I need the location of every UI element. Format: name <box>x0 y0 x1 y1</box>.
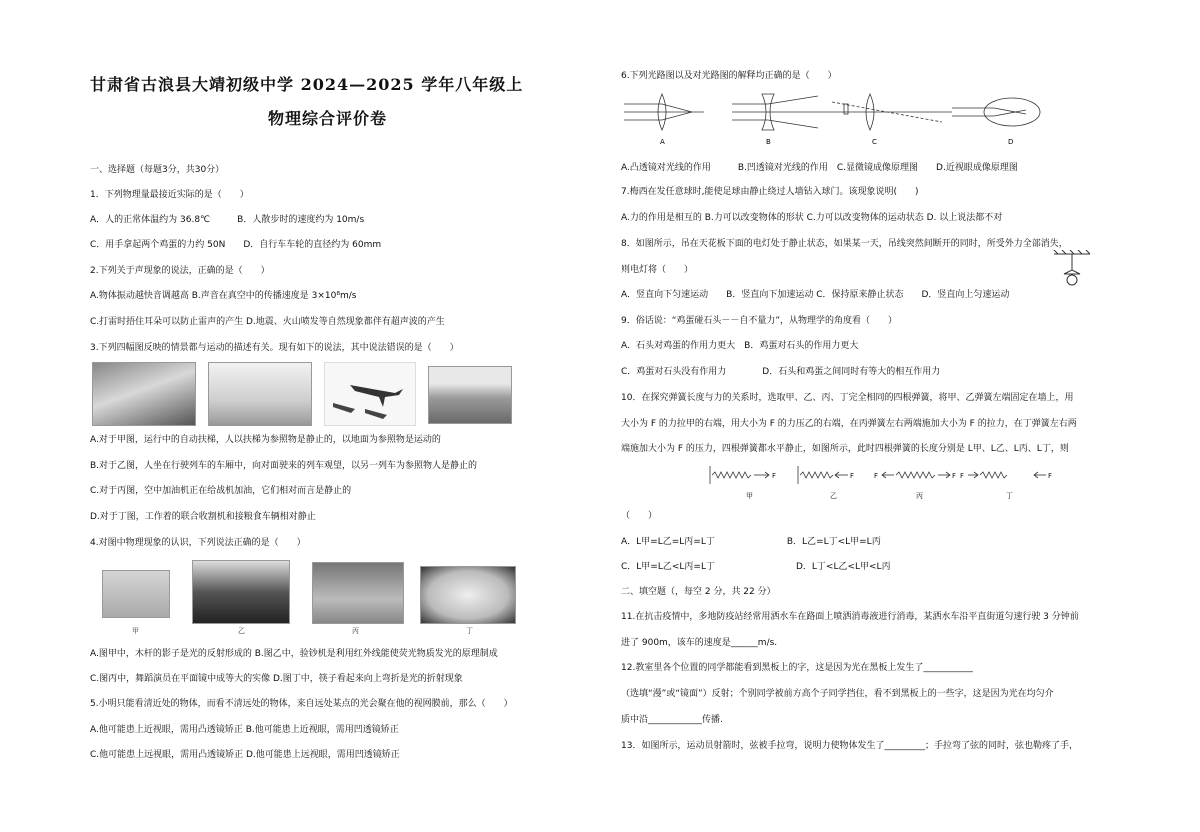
q3-photo-escalator <box>92 362 196 426</box>
q9-options-ab: A．石头对鸡蛋的作用力更大 B．鸡蛋对石头的作用力更大 <box>621 341 859 351</box>
q9-options-cd: C．鸡蛋对石头没有作用力 D．石头和鸡蛋之间同时有等大的相互作用力 <box>621 367 941 377</box>
q6-stem: 6.下列光路图以及对光路图的解释均正确的是（ ） <box>621 71 837 81</box>
spring-label-ding: 丁 <box>1006 492 1013 500</box>
q8-options: A．竖直向下匀速运动 B．竖直向下加速运动 C．保持原来静止状态 D．竖直向上匀速运动 <box>621 290 1010 300</box>
q10-spring-diagram <box>706 462 1066 504</box>
q7-options: A.力的作用是相互的 B.力可以改变物体的形状 C.力可以改变物体的运动状态 D. 以上说法都不对 <box>621 213 1003 223</box>
q3-stem: 3.下列四幅图反映的情景都与运动的描述有关。现有如下的说法，其中说法错误的是（ ） <box>90 343 459 353</box>
q4-photo-dancer <box>312 562 404 624</box>
q6-label-a: A <box>660 138 665 146</box>
spring-force-f3: F <box>874 472 879 480</box>
section2-heading: 二、填空题（，每空 2 分，共 22 分） <box>621 587 776 597</box>
q4-stem: 4.对图中物理现象的认识，下列说法正确的是（ ） <box>90 538 306 548</box>
q6-label-c: C <box>872 138 877 146</box>
q4-label-ding: 丁 <box>466 627 473 635</box>
spring-force-f2: F <box>850 472 855 480</box>
spring-force-f6: F <box>1048 472 1053 480</box>
q6-options: A.凸透镜对光线的作用 B.凹透镜对光线的作用 C.显微镜成像原理图 D.近视眼成像原理图 <box>621 163 1018 173</box>
q5-options-cd: C.他可能患上远视眼，需用凸透镜矫正 D.他可能患上远视眼，需用凹透镜矫正 <box>90 750 400 760</box>
q10-stem-2: 大小为 F 的力拉甲的右端，用大小为 F 的力压乙的右端，在丙弹簧左右两端施加大小为 F 的拉力，在丁弹簧左右两 <box>621 419 1077 429</box>
q3-photo-jets <box>324 362 416 426</box>
q10-stem-3: 端施加大小为 F 的压力，四根弹簧都水平静止，如图所示，此时四根弹簧的长度分别是 L甲、L乙、L丙、L丁，则 <box>621 444 1069 454</box>
q1-options-ab: A．人的正常体温约为 36.8℃ B．人散步时的速度约为 10m/s <box>90 215 365 225</box>
q6-label-d: D <box>1008 138 1014 146</box>
q10-stem-1: 10．在探究弹簧长度与力的关系时，选取甲、乙、丙、丁完全相同的四根弹簧，将甲、乙弹簧左端固定在墙上，用 <box>621 393 1074 403</box>
q10-options-cd: C．L甲=L乙<L丙=L丁 D．L丁<L乙<L甲<L丙 <box>621 562 891 572</box>
q10-options-ab: A．L甲=L乙=L丙=L丁 B．L乙=L丁<L甲=L丙 <box>621 537 881 547</box>
q12-stem: 12.教室里各个位置的同学都能看到黑板上的字，这是因为光在黑板上发生了___________ <box>621 663 973 673</box>
spring-force-f5: F <box>960 472 965 480</box>
q2-options-ab: A.物体振动越快音调越高 B.声音在真空中的传播速度是 3×10⁸m/s <box>90 291 357 301</box>
q2-options-cd: C.打雷时捂住耳朵可以防止雷声的产生 D.地震、火山喷发等自然现象都伴有超声波的产生 <box>90 317 445 327</box>
q3-photo-harvester <box>428 366 512 424</box>
q4-photo-counter <box>192 560 290 624</box>
q3-option-d: D.对于丁图，工作着的联合收割机和接粮食车辆相对静止 <box>90 512 316 522</box>
q5-stem: 5.小明只能看清近处的物体，而看不清远处的物体，来自远处某点的光会聚在他的视网膜前，那么（ ） <box>90 699 513 709</box>
q6-lens-diagrams <box>622 86 1102 150</box>
q3-option-c: C.对于丙图，空中加油机正在给战机加油，它们相对而言是静止的 <box>90 486 352 496</box>
spring-label-yi: 乙 <box>830 492 837 500</box>
q3-option-a: A.对于甲图，运行中的自动扶梯，人以扶梯为参照物是静止的，以地面为参照物是运动的 <box>90 435 441 445</box>
spring-label-jia: 甲 <box>746 492 753 500</box>
q4-photo-shadow <box>102 570 170 618</box>
q13-stem: 13．如图所示，运动员射箭时，弦被手拉弯，说明力使物体发生了_________；手拉弯了弦的同时，弦也勒疼了手， <box>621 741 1078 751</box>
q4-option-cd: C.图丙中，舞蹈演员在平面镜中成等大的实像 D.图丁中，筷子看起来向上弯折是光的折射现象 <box>90 674 463 684</box>
q12-stem-cont: （选填“漫”或“镜面”）反射；个别同学被前方高个子同学挡住，看不到黑板上的一些字，这是因为光在均匀介 <box>621 689 1054 699</box>
q6-label-b: B <box>766 138 771 146</box>
q8-stem: 8．如图所示，吊在天花板下面的电灯处于静止状态，如果某一天，吊线突然间断开的同时，所受外力全部消失， <box>621 239 1068 249</box>
spring-force-f4: F <box>952 472 957 480</box>
exam-title-line2: 物理综合评价卷 <box>268 109 388 128</box>
q8-stem-cont: 则电灯将（ ） <box>621 265 694 275</box>
q1-options-cd: C．用手拿起两个鸡蛋的力约 50N D．自行车车轮的直径约为 60mm <box>90 240 382 250</box>
q1-stem: 1．下列物理量最接近实际的是（ ） <box>90 190 249 200</box>
q4-label-bing: 丙 <box>352 627 359 635</box>
q11-stem: 11.在抗击疫情中，多地防疫站经常用洒水车在路面上喷洒消毒液进行消毒，某洒水车沿平直街道匀速行驶 3 分钟前 <box>621 612 1079 622</box>
exam-title-line1: 甘肃省古浪县大靖初级中学 2024—2025 学年八年级上 <box>90 75 524 94</box>
q3-photo-train <box>208 362 312 426</box>
q4-label-yi: 乙 <box>238 627 245 635</box>
q4-option-ab: A.图甲中，木杆的影子是光的反射形成的 B.图乙中，验钞机是利用红外线能使荧光物质发光的原理制成 <box>90 649 498 659</box>
q4-label-jia: 甲 <box>132 627 139 635</box>
hanging-lamp-icon <box>1052 250 1092 290</box>
q10-bracket: （ ） <box>621 511 658 521</box>
q9-stem: 9．俗话说：“鸡蛋碰石头－－自不量力”，从物理学的角度看（ ） <box>621 316 898 326</box>
q5-options-ab: A.他可能患上近视眼，需用凸透镜矫正 B.他可能患上近视眼，需用凹透镜矫正 <box>90 725 399 735</box>
q4-photo-bowl <box>420 566 516 624</box>
q11-stem-cont: 进了 900m，该车的速度是______m/s. <box>621 638 778 648</box>
spring-force-f1: F <box>772 472 777 480</box>
q2-stem: 2.下列关于声现象的说法，正确的是（ ） <box>90 266 270 276</box>
q7-stem: 7.梅西在发任意球时,能使足球由静止绕过人墙钻入球门。该现象说明( ) <box>621 187 919 197</box>
q3-option-b: B.对于乙图，人坐在行驶列车的车厢中，向对面驶来的列车观望，以另一列车为参照物人是静止的 <box>90 461 478 471</box>
spring-label-bing: 丙 <box>916 492 923 500</box>
q12-stem-end: 质中沿____________传播. <box>621 715 723 725</box>
section1-heading: 一、选择题（每题3分，共30分） <box>90 165 225 175</box>
